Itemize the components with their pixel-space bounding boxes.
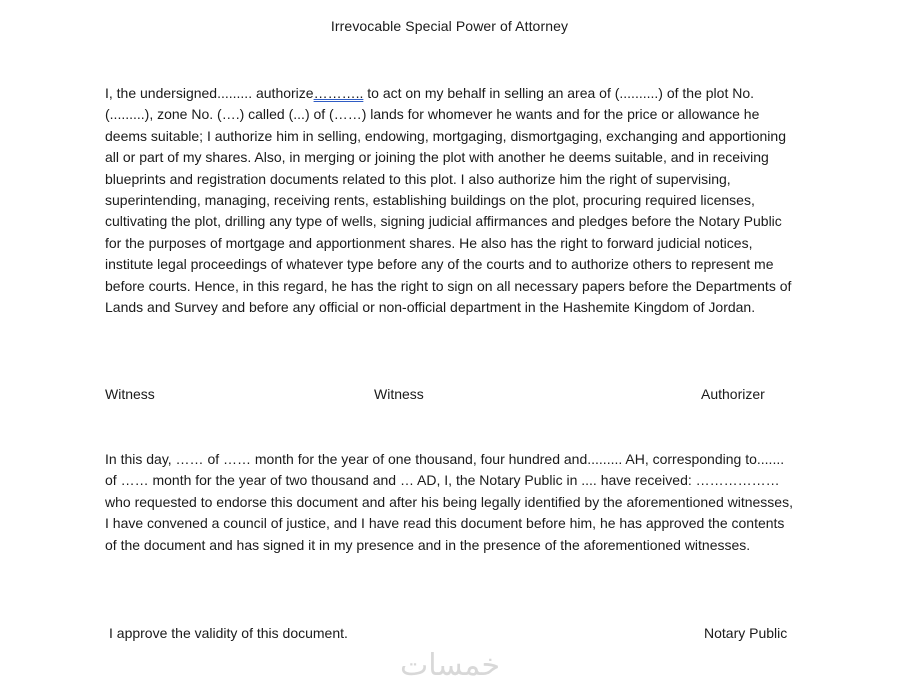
witness-1-label: Witness bbox=[105, 386, 155, 402]
notary-public-label: Notary Public bbox=[704, 625, 788, 641]
authorization-text-rest: to act on my behalf in selling an area of (..........) of the plot No. (.........), zone No. (….) called (...) of (……) lands for whomever he wants and for the price or allowance he deems suitable; I authorize him in selling, endowing, mortgaging, dismortgaging, exchanging and apportioning all or part of my shares. Also, in merging or joining the plot with another he deems suitable, and in receiving blueprints and registration documents related to this plot. I also authorize him the right of supervising, superintending, managing, receiving rents, establishing buildings on the plot, procuring required licenses, cultivating the plot, drilling any type of wells, signing judicial affirmances and pledges before the Notary Public for the purposes of mortgage and apportionment shares. He also has the right to forward judicial notices, institute legal proceedings of whatever type before any of the courts and to authorize others to represent me before courts. Hence, in this regard, he has the right to sign on all necessary papers before the Departments of Lands and Survey and before any official or non-official department in the Hashemite Kingdom of Jordan. bbox=[105, 85, 792, 316]
witness-2-label: Witness bbox=[374, 386, 424, 402]
authorizer-label: Authorizer bbox=[701, 386, 765, 402]
notary-paragraph: In this day, …… of …… month for the year of one thousand, four hundred and......... AH, corresponding to....... of …… month for the year of two thousand and … AD, I, the Notary Public in .... have received: ………………who requested to endorse this document and after his being legally identified by the aforementioned witnesses, I have convened a council of justice, and I have read this document before him, he has approved the contents of the document and has signed it in my presence and in the presence of the aforementioned witnesses. bbox=[105, 451, 793, 553]
document-title: Irrevocable Special Power of Attorney bbox=[330, 18, 569, 34]
authorized-person-placeholder: ……….. bbox=[313, 85, 364, 101]
approval-statement: I approve the validity of this document. bbox=[109, 625, 348, 641]
authorization-paragraph bbox=[105, 83, 799, 318]
authorization-text-start: I, the undersigned......... authorize bbox=[105, 85, 314, 101]
watermark-logo: خمسات bbox=[399, 648, 501, 683]
